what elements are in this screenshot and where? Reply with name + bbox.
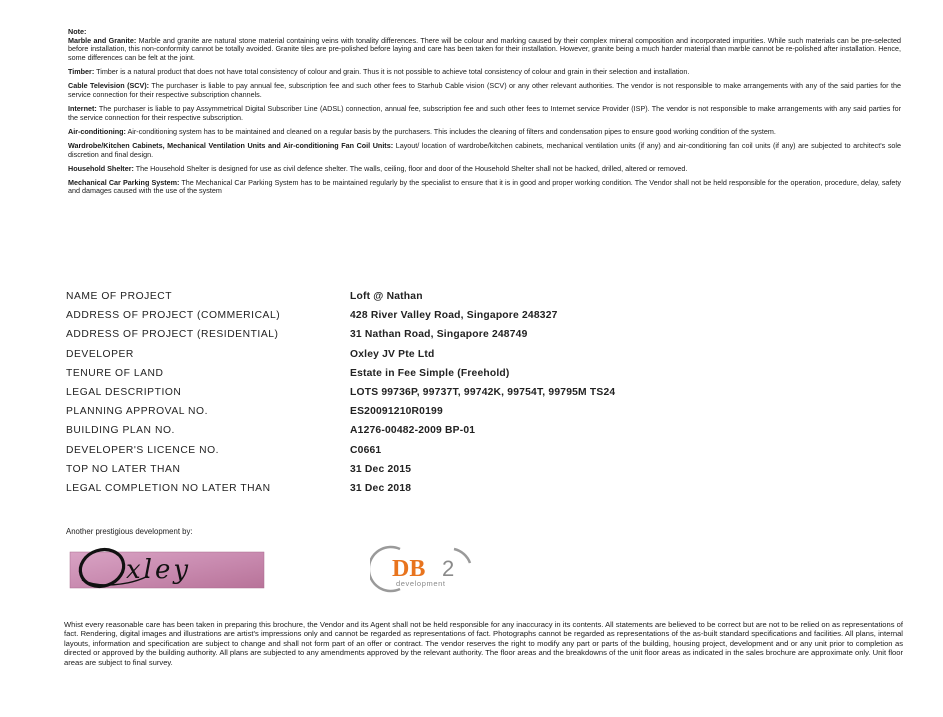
- detail-label: DEVELOPER'S LICENCE NO.: [66, 444, 220, 456]
- detail-row-developer-licence: [66, 441, 866, 460]
- note-internet: [68, 105, 901, 122]
- detail-label: ADDRESS OF PROJECT (RESIDENTIAL): [66, 329, 279, 341]
- detail-row-project-name: [66, 287, 866, 306]
- note-title: Timber:: [68, 66, 95, 76]
- detail-row-legal-description: [66, 383, 866, 402]
- detail-value: 31 Dec 2018: [350, 482, 412, 494]
- note-text: The Household Shelter is designed for use as civil defence shelter. The walls, ceiling, floor and door of the Household Shelter shall not be hacked, drilled, altered or removed.: [133, 163, 688, 173]
- db2-development-logo: [370, 543, 488, 593]
- detail-value: C0661: [350, 444, 382, 456]
- note-text: Marble and granite are natural stone material containing veins with tonality differences. There will be colour and marking caused by their complex mineral composition and incorporated impurities. While such materials can be pre-selected before installation, this non-conformity cannot be totally avoided. Granite tiles are pre-polished before laying and care has been taken for their installation. However, granite being a much harder material than marble cannot be re-polished after installation. Hence, some differences can be felt at the joint.: [68, 35, 902, 62]
- note-text: The Mechanical Car Parking System has to be maintained regularly by the specialist to ensure that it is in good and proper working condition. The Vendor shall not be held responsible for the operation, procedure, delay, safety and damages caused with the use of the system: [68, 177, 901, 196]
- detail-row-tenure: [66, 364, 866, 383]
- detail-label: BUILDING PLAN NO.: [66, 425, 175, 437]
- svg-text:2: 2: [442, 556, 455, 581]
- detail-label: NAME OF PROJECT: [66, 291, 173, 303]
- detail-row-developer: [66, 345, 866, 364]
- detail-value: LOTS 99736P, 99737T, 99742K, 99754T, 99795M TS24: [350, 387, 616, 399]
- detail-label: LEGAL COMPLETION NO LATER THAN: [66, 482, 271, 494]
- detail-row-top: [66, 460, 866, 479]
- note-household-shelter: [68, 165, 901, 174]
- notes-heading: Note:: [68, 27, 87, 36]
- note-cable-television: [68, 82, 901, 99]
- detail-value: Oxley JV Pte Ltd: [350, 348, 435, 360]
- note-title: Mechanical Car Parking System:: [68, 177, 180, 187]
- detail-row-address-residential: [66, 325, 866, 344]
- detail-label: TOP NO LATER THAN: [66, 463, 181, 475]
- svg-text:DB: DB: [392, 556, 426, 582]
- detail-label: TENURE OF LAND: [66, 367, 164, 379]
- note-title: Cable Television (SCV):: [68, 81, 150, 91]
- note-air-conditioning: [68, 128, 901, 137]
- note-timber: [68, 68, 901, 77]
- detail-value: Loft @ Nathan: [350, 291, 423, 303]
- detail-value: ES20091210R0199: [350, 406, 443, 418]
- detail-value: 31 Nathan Road, Singapore 248749: [350, 329, 528, 341]
- note-text: Layout/ location of wardrobe/kitchen cabinets, mechanical ventilation units (if any) and air-conditioning fan coil units (if any) are subjected to architect's sole discretion and final design.: [68, 140, 902, 159]
- note-title: Air-conditioning:: [68, 126, 126, 136]
- note-title: Wardrobe/Kitchen Cabinets, Mechanical Ventilation Units and Air-conditioning Fan Coil Units:: [68, 140, 394, 150]
- note-title: Marble and Granite:: [68, 35, 137, 45]
- detail-row-building-plan: [66, 421, 866, 440]
- note-text: Air-conditioning system has to be maintained and cleaned on a regular basis by the purchasers. This includes the cleaning of filters and condensation pipes to ensure good working condition of the system.: [125, 126, 776, 136]
- another-development-caption: Another prestigious development by:: [66, 527, 193, 536]
- notes-section: [68, 28, 901, 202]
- note-mechanical-car-parking: [68, 179, 901, 196]
- svg-text:development: development: [396, 579, 446, 588]
- note-title: Internet:: [68, 103, 97, 113]
- detail-value: A1276-00482-2009 BP-01: [350, 425, 476, 437]
- detail-label: PLANNING APPROVAL NO.: [66, 406, 209, 418]
- project-details-table: [66, 287, 866, 498]
- detail-label: LEGAL DESCRIPTION: [66, 387, 182, 399]
- detail-row-planning-approval: [66, 402, 866, 421]
- detail-label: ADDRESS OF PROJECT (COMMERICAL): [66, 310, 281, 322]
- detail-row-legal-completion: [66, 479, 866, 498]
- detail-label: DEVELOPER: [66, 348, 134, 360]
- note-text: The purchaser is liable to pay annual fee, subscription fee and such other fees to Starhub Cable vision (SCV) or any other relevant authorities. The vendor is not responsible to make arrangements with any of the said parties for the service connection for their respective subscription channels.: [68, 81, 901, 99]
- note-title: Household Shelter:: [68, 163, 134, 173]
- svg-text:xley: xley: [126, 555, 192, 585]
- note-text: Timber is a natural product that does not have total consistency of colour and grain. Thus it is not possible to achieve total consistency of colour and grain in their selection and installation.: [94, 66, 690, 76]
- disclaimer-text: Whist every reasonable care has been taken in preparing this brochure, the Vendor and its Agent shall not be held responsible for any inaccuracy in its contents. All statements are believed to be correct but are not to be relied on as representations of fact. Rendering, digital images and illustrations are artist's impressions only and cannot be regarded as representations of fact. Photographs cannot be regarded as representations of the as-built standard specifications and facilities. All plans, internal layouts, information and specification are subject to change and shall not form part of an offer or contract. The vendor reserves the right to modify any part or parts of the building, housing project, development and or any unit prior to completion as directed or approved by the building authority. All plans are subjected to any amendments approved by the relevant authority. The floor areas and the breakdowns of the unit floor areas as indicated in the sales brochure are approximate only. Unit floor areas are subject to final survey.: [64, 620, 903, 667]
- detail-row-address-commercial: [66, 306, 866, 325]
- detail-value: 428 River Valley Road, Singapore 248327: [350, 310, 558, 322]
- detail-value: Estate in Fee Simple (Freehold): [350, 367, 510, 379]
- oxley-logo: [68, 540, 266, 590]
- detail-value: 31 Dec 2015: [350, 463, 412, 475]
- note-text: The purchaser is liable to pay Assymmetrical Digital Subscriber Line (ADSL) connection, annual fee, subscription fee and such other fees to Internet service Provider (ISP). The vendor is not responsible to make arrangements with any said parties for the service connection for their respective subscription.: [68, 103, 901, 122]
- note-wardrobe-kitchen: [68, 142, 901, 159]
- note-marble-granite: [68, 37, 901, 63]
